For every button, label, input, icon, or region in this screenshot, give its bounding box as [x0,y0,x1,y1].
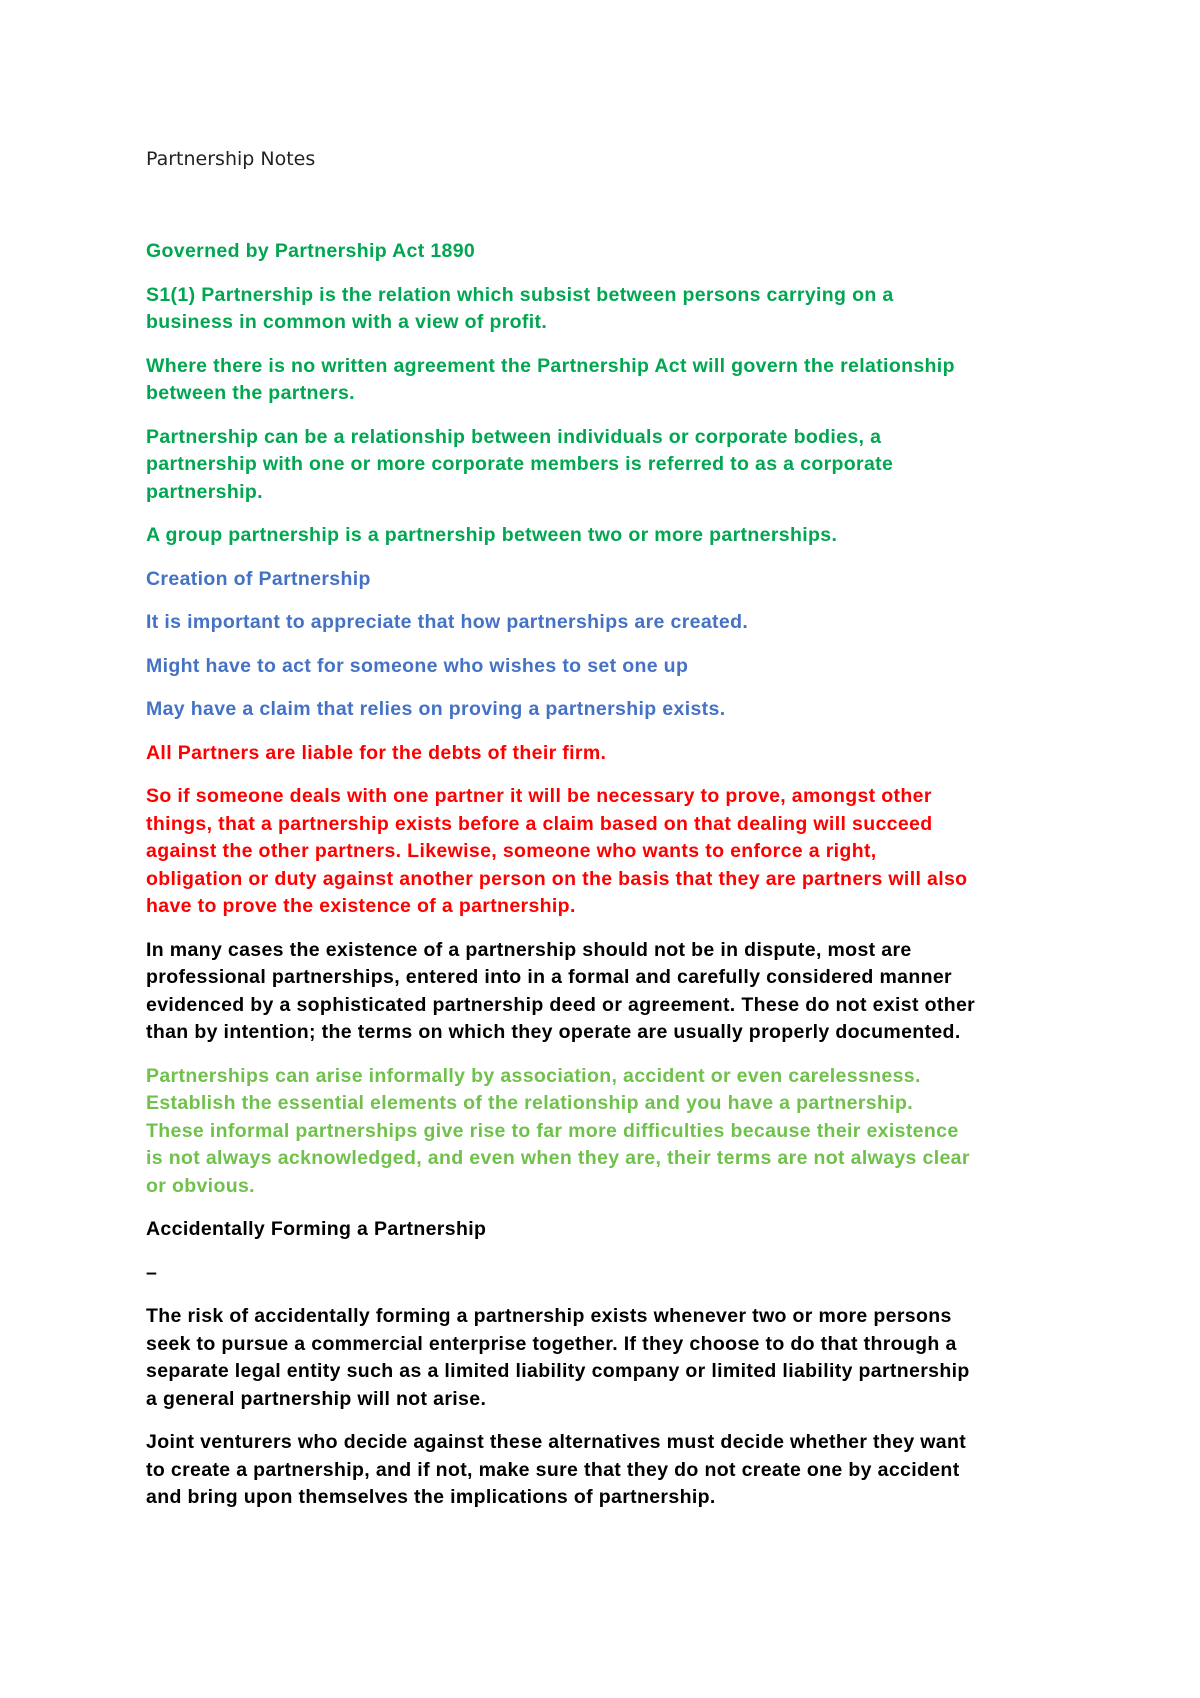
paragraph-claim-proving: May have a claim that relies on proving a partnership exists. [146,698,726,720]
paragraph-informal-partnerships: Partnerships can arise informally by association, accident or even carelessness. Establish the essential elements of the relationship and you have a partnership. These informal partnerships give rise to far more difficulties because their existence is not always acknowledged, and even when they are, their terms are not always clear or obvious. [146,1064,970,1197]
paragraph-group-partnership: A group partnership is a partnership between two or more partnerships. [146,524,838,546]
heading-creation-of-partnership: Creation of Partnership [146,567,371,590]
paragraph-risk-of-accidental: The risk of accidentally forming a partnership exists whenever two or more persons seek to pursue a commercial enterprise together. If they choose to do that through a separate legal entity such as a limited liability company or limited liability partnership a general partnership will not arise. [146,1305,970,1410]
paragraph-partners-liable: All Partners are liable for the debts of their firm. [146,741,607,764]
heading-accidentally-forming: Accidentally Forming a Partnership [146,1218,487,1240]
paragraph-prove-existence: So if someone deals with one partner it will be necessary to prove, amongst other things, that a partnership exists before a claim based on that dealing will succeed against the other partners. Likewise, someone who wants to enforce a right, obligation or duty against another person on the basis that they are partners will also have to prove the existence of a partnership. [146,785,968,917]
document-title: Partnership Notes [146,148,316,170]
dash-separator: – [146,1261,158,1284]
paragraph-corporate-partnership: Partnership can be a relationship between individuals or corporate bodies, a partnership with one or more corporate members is referred to as a corporate partnership. [146,425,894,503]
paragraph-joint-venturers: Joint venturers who decide against these alternatives must decide whether they want to create a partnership, and if not, make sure that they do not create one by accident and bring upon themselves the implications of partnership. [146,1431,967,1508]
paragraph-professional-partnerships: In many cases the existence of a partnership should not be in dispute, most are professional partnerships, entered into in a formal and carefully considered manner evidenced by a sophisticated partnership deed or agreement. These do not exist other than by intention; the terms on which they operate are usually properly documented. [146,938,976,1043]
paragraph-no-written-agreement: Where there is no written agreement the Partnership Act will govern the relationship between the partners. [146,354,955,404]
paragraph-important-to-appreciate: It is important to appreciate that how partnerships are created. [146,611,749,633]
paragraph-act-for-someone: Might have to act for someone who wishes to set one up [146,654,689,677]
paragraph-definition: S1(1) Partnership is the relation which subsist between persons carrying on a business in common with a view of profit. [146,283,894,333]
document-body [146,238,1076,1528]
paragraph-governing-act: Governed by Partnership Act 1890 [146,240,476,262]
